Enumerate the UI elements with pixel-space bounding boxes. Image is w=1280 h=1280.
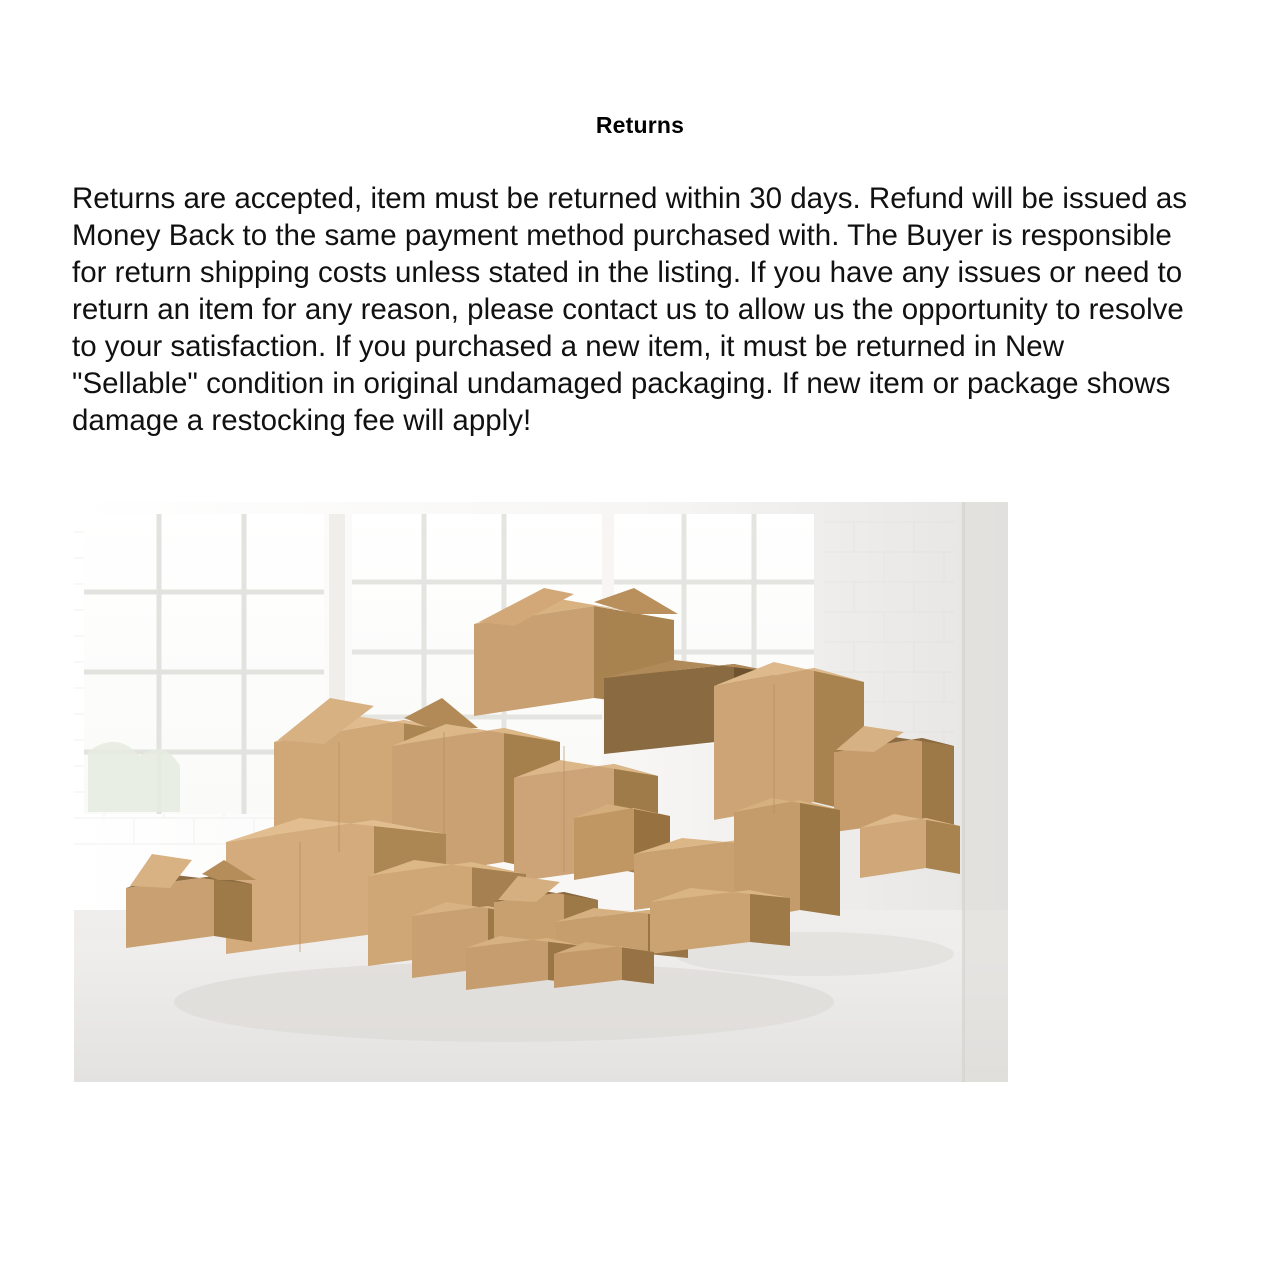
page-title: Returns: [595, 112, 685, 138]
photo-illustration: [74, 502, 1008, 1082]
returns-policy-text: Returns are accepted, item must be returned within 30 days. Refund will be issued as Money Back to the same payment method purchased with. The Buyer is responsible for return shipping costs unless stated in the listing. If you have any issues or need to return an item for any reason, please contact us to allow us the opportunity to resolve to your satisfaction. If you purchased a new item, it must be returned in New "Sellable" condition in original undamaged packaging. If new item or package shows damage a restocking fee will apply!: [72, 182, 1188, 437]
cardboard-boxes-photo: [74, 502, 1008, 1082]
